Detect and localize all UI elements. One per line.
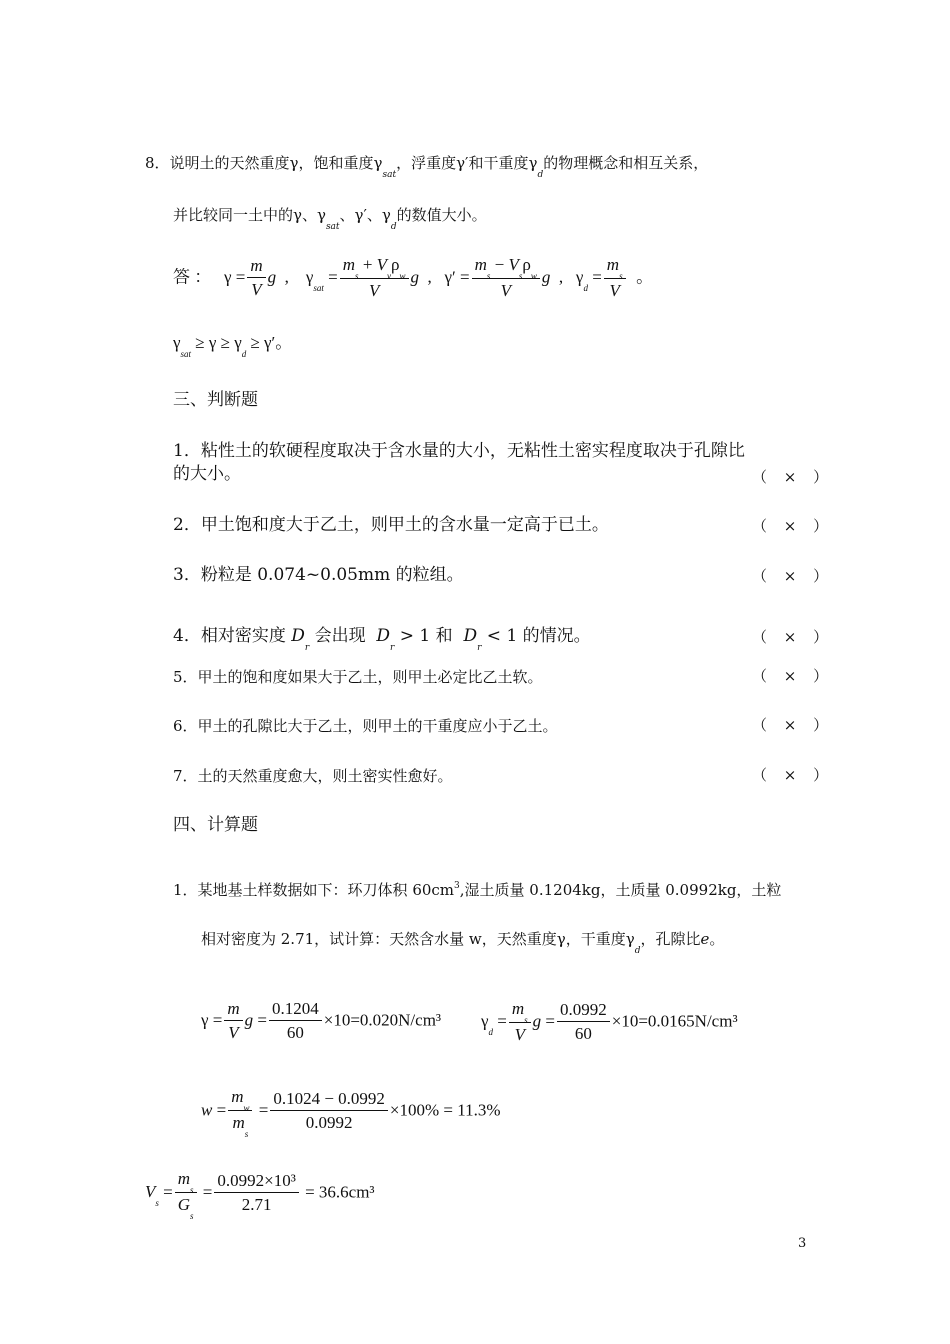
problem1-line-1: 1．某地基土样数据如下：环刀体积 $60cm^3$,湿土质量 0.1204kg，土质量 0.0992kg，土粒 bbox=[173, 881, 782, 899]
judge-item-1-line-2: 的大小。 bbox=[173, 464, 241, 484]
judge-mark-1: （ × ） bbox=[752, 468, 835, 486]
calc-gamma-d: $\gamma_d$ = $\frac{m_s}{V}$ g = $\frac{0.0992}{60}$ ×10=0.0165N/cm³ bbox=[481, 998, 738, 1047]
section4-title: 四、计算题 bbox=[173, 815, 258, 835]
judge-item-3: 3．粉粒是 0.074~0.05mm 的粒组。 bbox=[173, 565, 464, 585]
judge-mark-4: （ × ） bbox=[752, 628, 835, 646]
judge-mark-5: （ × ） bbox=[752, 667, 835, 685]
judge-item-2: 2．甲土饱和度大于乙土，则甲土的含水量一定高于已土。 bbox=[173, 515, 609, 535]
judge-item-7: 7．土的天然重度愈大，则土密实性愈好。 bbox=[173, 767, 453, 785]
q8-answer-equations: 答 ： γ = $\frac{m}{V}$ g , $\gamma_{sat}$ = $\frac{m_s + V_v\rho_w}{V}$ g , γ′ = $\frac{m_s - V_s\rho_w}{V}$ g , $\gamma_d$ = $\frac{m_s}{V}$ 。 bbox=[173, 254, 653, 303]
page-number: 3 bbox=[798, 1236, 807, 1251]
calc-gamma: γ = $\frac{m}{V}$ g = $\frac{0.1204}{60}$ ×10=0.020N/cm³ bbox=[201, 998, 441, 1045]
q8-line-2: 并比较同一土中的γ、$\gamma_{sat}$、γ′、$\gamma_d$的数值大小。 bbox=[173, 206, 487, 232]
judge-item-1-line-1: 1．粘性土的软硬程度取决于含水量的大小，无粘性土密实程度取决于孔隙比 bbox=[173, 441, 745, 461]
judge-item-5: 5．甲土的饱和度如果大于乙土，则甲土必定比乙土软。 bbox=[173, 668, 543, 686]
calc-water-content: w = $\frac{m_w}{m_s}$ = $\frac{0.1024 - 0.0992}{0.0992}$ ×100% = 11.3% bbox=[201, 1087, 501, 1139]
q8-order: $\gamma_{sat} \ge \gamma \ge \gamma_d \ge \gamma'$。 bbox=[173, 333, 293, 359]
calc-solid-volume: $V_s$ = $\frac{m_s}{G_s}$ = $\frac{\text{0.0992×10³}}{2.71}$ = 36.6cm³ bbox=[145, 1169, 375, 1221]
section3-title: 三、判断题 bbox=[173, 390, 258, 410]
q8-line-1: 8．说明土的天然重度γ，饱和重度$\gamma_{sat}$，浮重度γ′和干重度$\gamma_d$的物理概念和相互关系， bbox=[145, 154, 709, 180]
judge-item-6: 6．甲土的孔隙比大于乙土，则甲土的干重度应小于乙土。 bbox=[173, 717, 558, 735]
judge-mark-6: （ × ） bbox=[752, 716, 835, 734]
judge-mark-3: （ × ） bbox=[752, 567, 835, 585]
problem1-line-2: 相对密度为 2.71，试计算：天然含水量 w，天然重度γ，干重度$\gamma_d$，孔隙比e。 bbox=[201, 930, 725, 956]
judge-mark-2: （ × ） bbox=[752, 517, 835, 535]
judge-mark-7: （ × ） bbox=[752, 766, 835, 784]
judge-item-4: 4．相对密实度 $D_r$ 会出现 $D_r > 1$ 和 $D_r < 1$ 的情况。 bbox=[173, 626, 591, 653]
